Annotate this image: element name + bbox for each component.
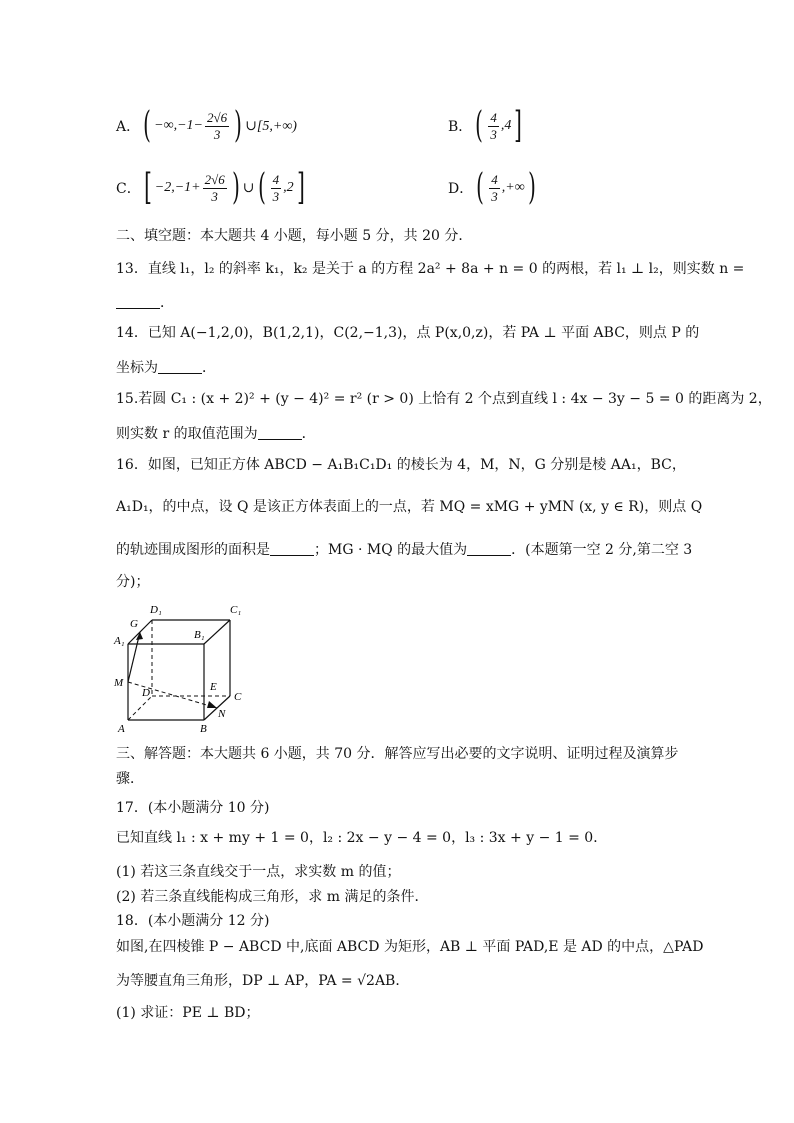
section3-line1: 三、解答题：本大题共 6 小题，共 70 分．解答应写出必要的文字说明、证明过程及演算步 (116, 746, 679, 762)
q16-line3 (116, 540, 692, 560)
label-g: G (130, 618, 138, 630)
q15-end: ． (301, 426, 316, 442)
label-d: D (142, 687, 150, 699)
option-c-frac-num: 2√6 (204, 171, 225, 187)
q17-part1: (1) 若这三条直线交于一点，求实数 m 的值； (116, 864, 401, 880)
q16-line1: 16．如图，已知正方体 ABCD − A₁B₁C₁D₁ 的棱长为 4，M，N，G 分别是棱 AA₁，BC， (116, 457, 686, 473)
paren-right: ) (527, 167, 536, 208)
label-b: B (200, 723, 207, 735)
q14-line1: 14．已知 A(−1,2,0)，B(1,2,1)，C(2,−1,3)，点 P(x,0,z)，若 PA ⊥ 平面 ABC，则点 P 的 (116, 325, 700, 341)
q16-line3a: 的轨迹围成图形的面积是 (116, 542, 270, 558)
label-n: N (218, 708, 226, 720)
option-a-frac-num: 2√6 (207, 109, 228, 125)
option-a (116, 105, 297, 146)
option-d-frac-num: 4 (491, 171, 498, 187)
option-c-label: C． (116, 181, 141, 197)
option-b-frac-num: 4 (490, 109, 497, 125)
paren-left: ( (475, 105, 484, 146)
q18-header: 18．(本小题满分 12 分) (116, 913, 270, 929)
option-c-fraction-2 (271, 172, 282, 205)
q14-line2-text: 坐标为 (116, 360, 158, 376)
paren-left: ( (143, 105, 152, 146)
label-m: M (114, 677, 124, 689)
edge-b1c1 (204, 620, 230, 644)
q17-part2: (2) 若三条直线能构成三角形，求 m 满足的条件． (116, 889, 429, 905)
option-d-label: D． (448, 181, 474, 197)
q17-line1: 已知直线 l₁ : x + my + 1 = 0，l₂ : 2x − y − 4 = 0，l₃ : 3x + y − 1 = 0． (116, 830, 608, 846)
q13-line2 (116, 293, 174, 313)
answer-blank (270, 541, 314, 556)
option-b-frac-den: 3 (490, 126, 497, 142)
option-c-frac-den: 3 (211, 188, 218, 204)
answer-blank (467, 541, 511, 556)
q15-line2 (116, 424, 316, 444)
answer-blank (258, 425, 302, 440)
arrow-head-n (207, 701, 217, 708)
option-b (448, 105, 525, 146)
option-a-pre: −∞,−1− (154, 118, 203, 133)
label-c: C (234, 691, 242, 703)
option-d-fraction (489, 172, 500, 205)
q16-line3c: ．(本题第一空 2 分,第二空 3 (511, 542, 693, 558)
bracket-left: [ (143, 167, 152, 208)
option-d-post: ,+∞ (501, 180, 525, 195)
option-c-frac2-den: 3 (272, 188, 280, 204)
label-d1: D₁ (150, 604, 162, 616)
arrow-head-g (136, 632, 143, 640)
option-c (116, 167, 308, 208)
q16-line3b: ；MG · MQ 的最大值为 (314, 542, 468, 558)
label-b1: B₁ (194, 629, 205, 641)
q14-end: ． (202, 360, 216, 376)
option-a-label: A． (116, 119, 141, 135)
paren-left: ( (257, 167, 266, 208)
option-d-frac-den: 3 (491, 188, 498, 204)
q14-line2 (116, 358, 216, 378)
option-b-fraction (488, 110, 499, 143)
q13-end: ． (160, 295, 174, 311)
q16-line2: A₁D₁，的中点，设 Q 是该正方体表面上的一点，若 MQ = xMG + yMN (x, y ∈ R)，则点 Q (116, 499, 703, 515)
edge-ad-hidden (128, 696, 152, 720)
label-e: E (210, 681, 217, 693)
option-d (448, 167, 539, 208)
option-b-post: ,4 (500, 118, 512, 133)
q18-part1: (1) 求证：PE ⊥ BD； (116, 1005, 260, 1021)
q15-line2-text: 则实数 r 的取值范围为 (116, 426, 258, 442)
option-c-fraction (203, 172, 227, 205)
option-a-fraction (205, 110, 229, 143)
cube-figure (112, 600, 252, 736)
section3-line2: 骤． (116, 771, 144, 787)
answer-blank (116, 294, 160, 309)
option-c-frac2-num: 4 (272, 171, 280, 187)
bracket-right: ] (514, 105, 523, 146)
paren-right: ) (234, 105, 243, 146)
q13-line1: 13．直线 l₁，l₂ 的斜率 k₁，k₂ 是关于 a 的方程 2a² + 8a + n = 0 的两根，若 l₁ ⊥ l₂，则实数 n = (116, 261, 745, 277)
q18-line1: 如图,在四棱锥 P − ABCD 中,底面 ABCD 为矩形，AB ⊥ 平面 PAD,E 是 AD 的中点，△PAD (116, 939, 704, 955)
q15-line1: 15.若圆 C₁ : (x + 2)² + (y − 4)² = r² (r > 0) 上恰有 2 个点到直线 l : 4x − 3y − 5 = 0 的距离为 2， (116, 391, 772, 407)
label-a: A (118, 723, 125, 735)
label-c1: C₁ (230, 604, 242, 616)
label-a1: A₁ (114, 635, 125, 647)
option-b-label: B． (448, 119, 473, 135)
option-c-union: ∪ (242, 180, 255, 196)
paren-left: ( (476, 167, 485, 208)
paren-right: ) (231, 167, 240, 208)
q18-line2: 为等腰直角三角形，DP ⊥ AP，PA = √2AB． (116, 973, 410, 989)
answer-blank (158, 359, 202, 374)
option-a-post: ∪[5,+∞) (245, 118, 297, 134)
section2-heading: 二、填空题：本大题共 4 小题，每小题 5 分，共 20 分． (116, 228, 473, 244)
q16-line4: 分)； (116, 574, 150, 590)
q17-header: 17．(本小题满分 10 分) (116, 800, 270, 816)
option-a-frac-den: 3 (213, 126, 221, 142)
option-c-post: ,2 (283, 180, 294, 195)
option-c-pre: −2,−1+ (154, 180, 201, 195)
bracket-right: ] (296, 167, 305, 208)
